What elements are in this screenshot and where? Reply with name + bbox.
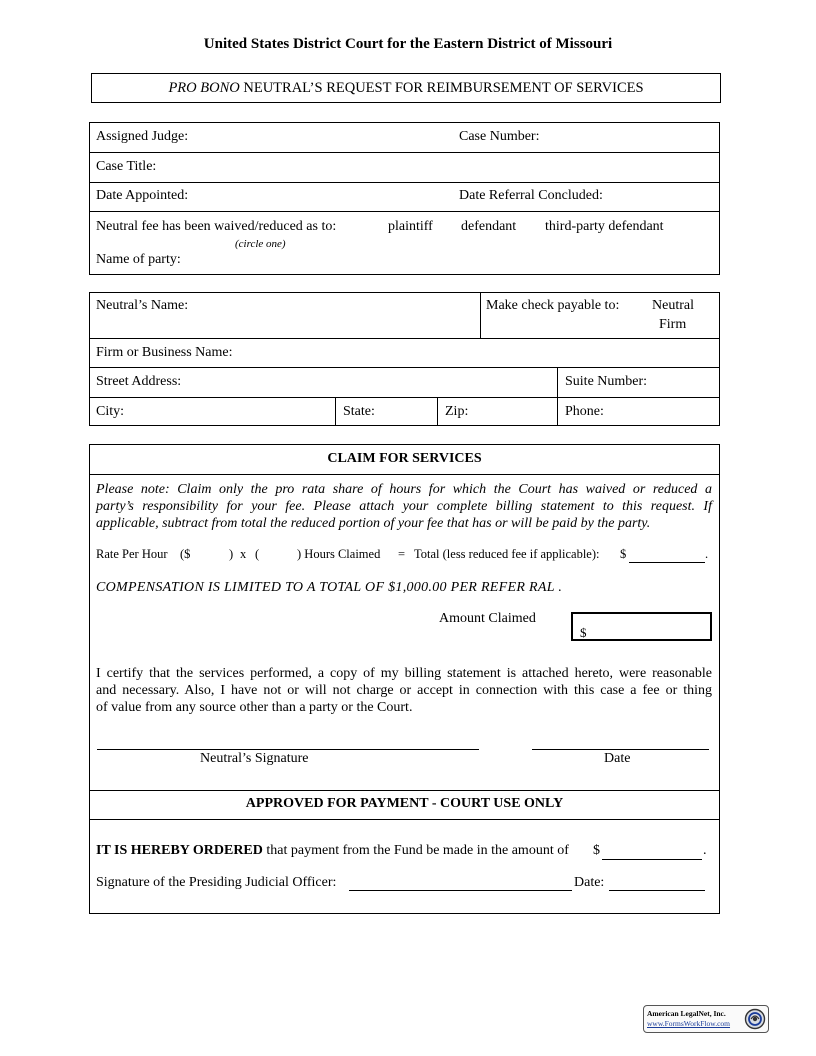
total-label: Total (less reduced fee if applicable):: [414, 547, 600, 561]
ordered-line: [96, 844, 569, 858]
signature-line[interactable]: [97, 749, 479, 750]
case-number-label: Case Number:: [459, 129, 540, 144]
certify-line-1: I certify that the services performed, a copy of my billing statement is attached hereto, were reasonable: [96, 666, 712, 681]
form-title-rest: NEUTRAL’S REQUEST FOR REIMBURSEMENT OF SERVICES: [239, 80, 644, 96]
option-plaintiff[interactable]: plaintiff: [388, 219, 433, 234]
form-title-italic: PRO BONO: [168, 80, 240, 96]
note-line-3: applicable, subtract from total the reduced portion of your fee that has or will be paid by the party.: [96, 516, 651, 531]
note-line-1: Please note: Claim only the pro rata share of hours for which the Court has waived or reduced a: [96, 482, 712, 497]
footer-company: American LegalNet, Inc.: [647, 1009, 726, 1018]
court-title: United States District Court for the Eastern District of Missouri: [203, 36, 613, 52]
certification: [96, 665, 712, 716]
case-title-label: Case Title:: [96, 159, 157, 174]
payable-to-label: Make check payable to:: [486, 298, 620, 313]
firm-name-label: Firm or Business Name:: [96, 345, 233, 360]
amount-claimed-label: Amount Claimed: [439, 611, 536, 626]
compensation-limit: COMPENSATION IS LIMITED TO A TOTAL OF $1,000.00 PER REFER RAL .: [96, 580, 563, 595]
note-line-2: party’s responsibility for your fee. Please attach your complete billing statement to this request. If: [96, 499, 712, 514]
certify-line-3: of value from any source other than a party or the Court.: [96, 700, 413, 715]
circle-one-hint: (circle one): [235, 238, 286, 250]
claim-header: CLAIM FOR SERVICES: [327, 451, 482, 466]
payable-option-neutral[interactable]: Neutral: [652, 298, 694, 313]
option-defendant[interactable]: defendant: [461, 219, 517, 234]
signature-date-label: Date: [604, 751, 631, 766]
judicial-signature-line[interactable]: [349, 890, 572, 891]
neutral-signature-label: Neutral’s Signature: [200, 751, 309, 766]
zip-label: Zip:: [445, 404, 469, 419]
times-sign: x: [240, 547, 247, 561]
ordered-bold: IT IS HEREBY ORDERED: [96, 843, 263, 858]
state-label: State:: [343, 404, 375, 419]
suite-number-label: Suite Number:: [565, 374, 648, 389]
approval-header: APPROVED FOR PAYMENT - COURT USE ONLY: [245, 796, 564, 811]
total-dollar: $: [620, 547, 627, 561]
ordered-amount-blank[interactable]: [602, 859, 702, 860]
ordered-period: .: [703, 843, 707, 858]
judicial-date-line[interactable]: [609, 890, 705, 891]
option-third-party-defendant[interactable]: third-party defendant: [545, 219, 664, 234]
form-title: [91, 81, 721, 96]
certify-line-2: and necessary. Also, I have not or will not charge or accept in connection with this case a fee or thing: [96, 683, 712, 698]
footer-url[interactable]: www.FormsWorkFlow.com: [647, 1019, 731, 1028]
total-period: .: [705, 547, 709, 561]
neutral-name-label: Neutral’s Name:: [96, 298, 189, 313]
assigned-judge-label: Assigned Judge:: [96, 129, 189, 144]
rate-per-hour-label: Rate Per Hour: [96, 547, 168, 561]
city-label: City:: [96, 404, 125, 419]
hours-open: (: [255, 547, 260, 561]
equals-sign: =: [398, 547, 406, 561]
amount-claimed-dollar: $: [580, 625, 587, 640]
amount-claimed-field[interactable]: [571, 612, 712, 641]
rate-close: ): [229, 547, 234, 561]
name-of-party-label: Name of party:: [96, 252, 181, 267]
claim-note: [96, 481, 712, 532]
judicial-signature-label: Signature of the Presiding Judicial Officer:: [96, 875, 337, 890]
hours-claimed-label: ) Hours Claimed: [297, 547, 381, 561]
fee-waived-label: Neutral fee has been waived/reduced as to:: [96, 219, 337, 234]
date-appointed-label: Date Appointed:: [96, 188, 189, 203]
rate-open: ($: [180, 547, 191, 561]
phone-label: Phone:: [565, 404, 604, 419]
judicial-date-label: Date:: [574, 875, 605, 890]
payable-option-firm[interactable]: Firm: [659, 317, 687, 332]
total-blank[interactable]: [629, 562, 705, 563]
globe-icon: [744, 1008, 766, 1030]
date-referral-concluded-label: Date Referral Concluded:: [459, 188, 603, 203]
signature-date-line[interactable]: [532, 749, 709, 750]
street-address-label: Street Address:: [96, 374, 182, 389]
ordered-dollar: $: [593, 843, 600, 858]
ordered-rest: that payment from the Fund be made in the amount of: [266, 843, 569, 858]
